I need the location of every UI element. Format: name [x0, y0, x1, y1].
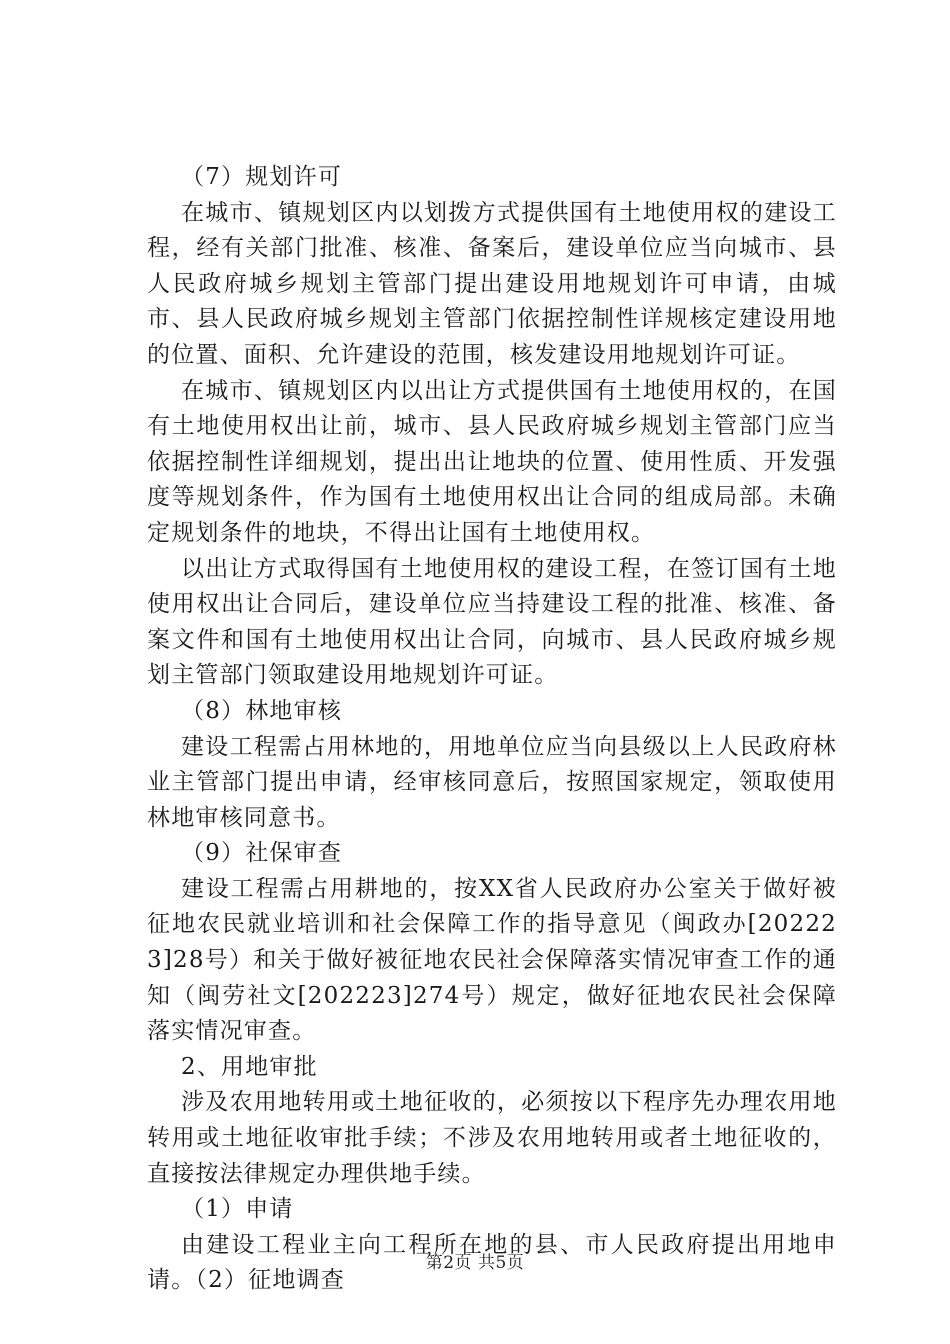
- section-heading-application: （1）申请: [181, 1196, 294, 1223]
- page-number-footer: 第2页 共5页: [425, 1253, 525, 1273]
- section-heading-land-approval: 2、用地审批: [181, 1053, 318, 1080]
- section-heading-forest-review: （8）林地审核: [181, 697, 343, 724]
- section-heading-planning-permit: （7）规划许可: [181, 164, 343, 190]
- paragraph-transfer-conditions: 在城市、镇规划区内以出让方式提供国有土地使用权的，在国有土地使用权出让前，城市、县人民政府城乡规划主管部门应当依据控制性详细规划，提出出让地块的位置、使用性质、开发强度等规划条件，作为国有土地使用权出让合同的组成局部。未确定规划条件的地块，不得出让国有土地使用权。: [147, 377, 837, 546]
- paragraph-transfer-permit: 以出让方式取得国有土地使用权的建设工程，在签订国有土地使用权出让合同后，建设单位应当持建设工程的批准、核准、备案文件和国有土地使用权出让合同，向城市、县人民政府城乡规划主管部门领取建设用地规划许可证。: [147, 555, 837, 689]
- paragraph-social-security: 建设工程需占用耕地的，按XX省人民政府办公室关于做好被征地农民就业培训和社会保障工作的指导意见（闽政办[202223]28号）和关于做好被征地农民社会保障落实情况审查工作的通知（闽劳社文[202223]274号）规定，做好征地农民社会保障落实情况审查。: [147, 875, 837, 1045]
- paragraph-application: 由建设工程业主向工程所在地的县、市人民政府提出用地申请。（2）征地调查: [147, 1231, 837, 1294]
- paragraph-forest-review: 建设工程需占用林地的，用地单位应当向县级以上人民政府林业主管部门提出申请，经审核同意后，按照国家规定，领取使用林地审核同意书。: [147, 733, 837, 831]
- paragraph-allocation-permit: 在城市、镇规划区内以划拨方式提供国有土地使用权的建设工程，经有关部门批准、核准、备案后，建设单位应当向城市、县人民政府城乡规划主管部门提出建设用地规划许可申请，由城市、县人民政府城乡规划主管部门依据控制性详规核定建设用地的位置、面积、允许建设的范围，核发建设用地规划许可证。: [147, 199, 837, 368]
- paragraph-land-approval: 涉及农用地转用或土地征收的，必须按以下程序先办理农用地转用或土地征收审批手续；不涉及农用地转用或者土地征收的，直接按法律规定办理供地手续。: [147, 1089, 837, 1187]
- document-body: [147, 160, 837, 1299]
- section-heading-social-security: （9）社保审查: [181, 840, 343, 867]
